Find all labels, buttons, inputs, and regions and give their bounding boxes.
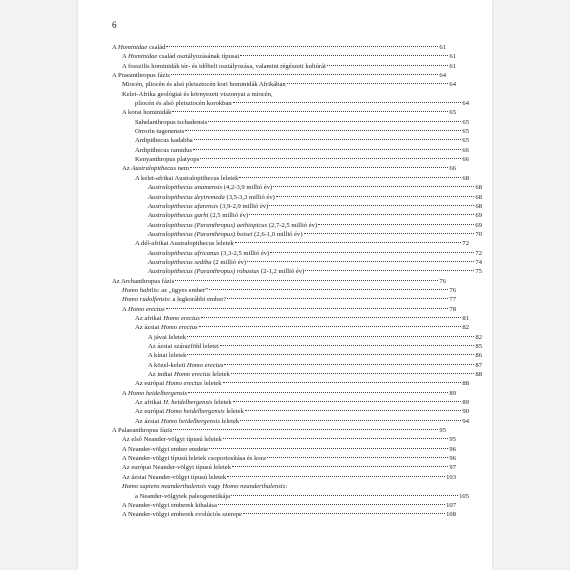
toc-entry-title-part: (2 millió év) — [211, 258, 247, 266]
toc-entry-title-part: A közel-keleti — [148, 361, 187, 369]
toc-entry-title-part: Kelet-Afrika geológiai és környezeti viszonyai a miocén, — [122, 90, 273, 98]
toc-entry-title-part: leletek — [212, 399, 232, 407]
toc-entry-title-part: A kínai leletek — [148, 352, 187, 360]
toc-entry-page-number: 96 — [449, 445, 456, 453]
toc-entry-title-part: leletek — [202, 380, 222, 388]
toc-leader-dots — [208, 121, 461, 122]
toc-entry-title-part: Australopithecus deyiremeda — [148, 193, 225, 201]
toc-leader-dots — [249, 214, 474, 215]
toc-leader-dots — [190, 167, 448, 168]
toc-entry-title — [122, 510, 242, 519]
toc-leader-dots — [201, 317, 462, 318]
toc-entry-title-part: leletek — [219, 417, 240, 425]
toc-entry-title-part: Az ázsiai szárazföld leletei — [148, 343, 219, 350]
toc-entry-title-part: Homo heidelbergensis — [161, 417, 220, 425]
toc-entry-title-part: Sahelanthropus tschadensis — [135, 118, 208, 126]
toc-entry-title — [148, 342, 219, 351]
toc-entry-title — [148, 202, 268, 211]
toc-leader-dots — [227, 298, 448, 299]
toc-entry-title-part: Australopithecus (Paranthropus) robustus — [148, 268, 260, 276]
toc-entry-title-part: Homo erectus — [165, 380, 203, 388]
toc-entry-title — [135, 118, 207, 127]
toc-leader-dots — [175, 280, 438, 281]
toc-entry-page-number: 103 — [446, 473, 456, 481]
toc-entry-title-part: Homo habilis — [122, 286, 158, 294]
toc-leader-dots — [166, 46, 438, 47]
toc-entry-title-part: Homo erectus — [163, 314, 200, 322]
toc-leader-dots — [218, 504, 445, 505]
toc-leader-dots — [233, 102, 462, 103]
toc-leader-dots — [220, 345, 475, 346]
toc-entry — [112, 445, 456, 454]
toc-leader-dots — [247, 261, 474, 262]
toc-leader-dots — [187, 354, 474, 355]
toc-entry-page-number: 65 — [449, 109, 456, 117]
toc-entry — [112, 492, 469, 501]
toc-entry-title-part: pliocén és alsó pleisztocén korokban — [135, 100, 232, 108]
toc-entry-title — [135, 146, 192, 155]
toc-entry-title — [148, 370, 230, 379]
toc-entry-page-number: 82 — [475, 333, 482, 341]
toc-entry-title-part: A — [122, 305, 129, 313]
toc-entry-title — [122, 445, 208, 454]
toc-entry — [112, 71, 446, 80]
toc-entry-title-part: A jávai leletek — [148, 333, 187, 341]
toc-leader-dots — [223, 438, 449, 439]
toc-entry-title — [135, 417, 239, 426]
toc-entry-title-part: család osztályozásának típusai — [157, 53, 240, 61]
toc-entry-title — [135, 174, 238, 183]
toc-entry-title — [148, 333, 186, 342]
toc-entry-title-part: A dél-afrikai Australopithecus leletek — [135, 240, 234, 248]
toc-leader-dots — [166, 308, 449, 309]
toc-leader-dots — [188, 392, 448, 393]
toc-entry — [112, 52, 456, 61]
toc-entry-title — [135, 99, 232, 108]
toc-leader-dots — [231, 373, 475, 374]
toc-entry-title — [122, 501, 217, 510]
toc-entry-title-part: Australopithecus (Paranthropus) aethiopicus — [148, 221, 268, 229]
toc-leader-dots — [273, 186, 474, 187]
toc-leader-dots — [240, 420, 461, 421]
toc-entry-title-part: Az ázsiai Neander-völgyi típusú leletek — [122, 473, 227, 481]
toc-entry-title — [122, 52, 239, 61]
toc-entry-title — [135, 239, 234, 248]
toc-leader-dots — [173, 429, 438, 430]
toc-entry-page-number: 85 — [475, 343, 482, 350]
toc-entry-title-part: Australopithecus — [131, 165, 177, 173]
toc-entry — [112, 314, 469, 323]
toc-entry — [112, 249, 482, 258]
toc-entry-page-number: 78 — [449, 305, 456, 313]
toc-entry-page-number: 64 — [449, 81, 456, 89]
toc-entry-title-part: leletek — [224, 408, 244, 416]
toc-entry-title-part: (3,3-2,5 millió év) — [219, 249, 270, 257]
toc-leader-dots — [239, 177, 461, 178]
toc-entry-page-number: 64 — [439, 72, 446, 80]
toc-entry-title-part: Hominidae — [128, 53, 158, 61]
toc-entry-title-part: A Neander-völgyi emberek kihalása — [122, 501, 217, 509]
toc-entry-title — [122, 463, 231, 472]
toc-leader-dots — [187, 336, 474, 337]
toc-leader-dots — [267, 457, 449, 458]
toc-entry-title — [112, 71, 170, 80]
toc-entry-page-number: 72 — [475, 249, 482, 257]
toc-entry-title-part: A — [122, 53, 129, 61]
toc-entry-title — [135, 398, 232, 407]
toc-leader-dots — [305, 270, 474, 271]
toc-entry-page-number: 64 — [462, 100, 469, 108]
toc-entry-title-part: a Neander-völgyiek paleogenetikája — [135, 492, 231, 500]
toc-entry — [112, 277, 446, 286]
toc-entry-title-part: Az indiai — [148, 371, 175, 379]
toc-entry-title — [122, 286, 208, 295]
toc-leader-dots — [269, 205, 474, 206]
toc-entry-page-number: 75 — [475, 268, 482, 276]
toc-entry-title — [148, 211, 248, 220]
toc-entry-page-number: 87 — [475, 361, 482, 369]
toc-entry-title-part: Australopithecus anamensis — [148, 184, 223, 192]
toc-entry — [112, 258, 482, 267]
toc-entry-title-part: A Neander-völgyi típusú leletek csoportosítása és kora — [122, 455, 266, 463]
toc-entry-title — [135, 136, 193, 145]
toc-entry-title-part: (2-1,2 millió év) — [259, 268, 305, 276]
toc-entry-title-part: Australopithecus sediba — [148, 258, 212, 266]
toc-entry-title-part: Homo sapiens neanderthalensis — [122, 483, 207, 491]
toc-entry-page-number: 68 — [475, 184, 482, 192]
toc-entry-title-part: Az — [122, 165, 132, 173]
toc-leader-dots — [270, 252, 474, 253]
toc-entry — [112, 454, 456, 463]
toc-entry-page-number: 107 — [446, 501, 456, 509]
toc-entry — [112, 286, 456, 295]
page-number: 6 — [112, 20, 117, 30]
toc-leader-dots — [227, 476, 445, 477]
toc-entry-title — [148, 361, 223, 370]
toc-entry — [112, 305, 456, 314]
toc-entry-title-part: Hominidae — [118, 44, 148, 51]
toc-entry-page-number: 76 — [439, 277, 446, 285]
toc-entry-title-part: Az afrikai — [135, 399, 164, 407]
toc-entry-title-part: A — [112, 44, 119, 51]
toc-entry-title-part: leletek — [210, 371, 230, 379]
toc-entry-title-part: Kenyanthropus platyops — [135, 156, 200, 164]
toc-entry-title — [112, 43, 165, 52]
toc-entry-page-number: 105 — [459, 492, 469, 500]
toc-entry-page-number: 82 — [462, 324, 469, 332]
toc-entry-title-part: Australopithecus afarensis — [148, 202, 219, 210]
toc-entry-page-number: 95 — [439, 427, 446, 435]
table-of-contents — [112, 43, 482, 520]
toc-entry-title — [135, 492, 230, 501]
toc-entry-title — [135, 323, 198, 332]
toc-entry-title — [135, 407, 244, 416]
toc-entry — [112, 62, 456, 71]
toc-entry-title-part: (2,7-2,5 millió év) — [267, 221, 318, 229]
toc-entry — [112, 361, 482, 370]
toc-entry — [112, 417, 469, 426]
toc-entry-title-part: Az afrikai — [135, 314, 164, 322]
toc-entry — [112, 463, 456, 472]
toc-entry-page-number: 69 — [475, 221, 482, 229]
toc-leader-dots — [171, 74, 439, 75]
toc-leader-dots — [304, 233, 475, 234]
toc-leader-dots — [172, 111, 448, 112]
toc-entry-title-part: A Praeanthropus fázis — [112, 72, 170, 80]
toc-entry-title-part: vagy — [206, 483, 223, 491]
toc-entry — [112, 398, 469, 407]
toc-entry-page-number: 61 — [449, 62, 456, 70]
toc-entry-title-part: Homo erectus — [128, 305, 165, 313]
toc-entry-title-part: A korai hominidák — [122, 109, 172, 117]
toc-entry-page-number: 76 — [449, 286, 456, 294]
toc-entry — [112, 108, 456, 117]
toc-entry-title — [122, 164, 189, 173]
toc-entry-title — [122, 389, 187, 398]
toc-leader-dots — [194, 139, 462, 140]
toc-entry-title — [112, 426, 172, 435]
toc-entry-page-number: 61 — [449, 53, 456, 61]
toc-entry-page-number: 68 — [462, 174, 469, 182]
toc-leader-dots — [209, 448, 448, 449]
toc-leader-dots — [240, 55, 448, 56]
toc-entry-title-part: : a legkorábbi ember? — [169, 296, 227, 304]
toc-entry-title-part: Az európai — [135, 380, 166, 388]
toc-leader-dots — [223, 382, 462, 383]
toc-entry-title — [148, 249, 269, 258]
toc-entry-page-number: 65 — [462, 118, 469, 126]
toc-entry-page-number: 69 — [475, 212, 482, 220]
toc-entry-title-part: nem — [176, 165, 190, 173]
toc-entry-title-part: H. heidelbergensis — [163, 399, 213, 407]
toc-entry-page-number: 66 — [462, 146, 469, 154]
toc-entry — [112, 379, 469, 388]
toc-entry-page-number: 68 — [475, 193, 482, 201]
toc-entry-title-part: : — [285, 483, 288, 491]
toc-entry-title — [148, 193, 275, 202]
toc-entry-title-part: Miocén, pliocén és alsó pleisztocén kori hominidák Afrikában — [122, 81, 286, 89]
toc-entry — [112, 230, 482, 239]
toc-leader-dots — [245, 410, 462, 411]
toc-entry — [112, 342, 482, 351]
toc-entry — [112, 43, 446, 52]
toc-entry — [112, 211, 482, 220]
toc-entry-title — [122, 435, 222, 444]
toc-leader-dots — [199, 326, 462, 327]
toc-leader-dots — [233, 401, 462, 402]
toc-entry-title-part: Homo heidelbergensis — [165, 408, 225, 416]
toc-entry — [112, 501, 456, 510]
toc-entry — [112, 323, 469, 332]
toc-entry-page-number: 65 — [462, 137, 469, 145]
toc-entry-title-part: Australopithecus (Paranthropus) boisei — [148, 230, 253, 238]
toc-entry-title-part: család — [147, 44, 166, 51]
toc-entry-page-number: 89 — [449, 389, 456, 397]
toc-entry — [112, 136, 469, 145]
toc-entry-page-number: 88 — [462, 380, 469, 388]
toc-entry-title — [122, 108, 171, 117]
toc-entry-title-part: A Neander-völgyi emberek evolúciós szerepe — [122, 511, 242, 519]
toc-entry — [112, 221, 482, 230]
toc-entry — [112, 435, 456, 444]
toc-entry-page-number: 94 — [462, 417, 469, 425]
toc-entry-title-part: A kelet-afrikai Australopithecus leletek — [135, 174, 239, 182]
toc-entry-page-number: 70 — [475, 230, 482, 238]
toc-entry-title — [148, 258, 246, 267]
toc-entry-title — [135, 314, 200, 323]
toc-leader-dots — [276, 196, 475, 197]
toc-entry-title-part: (2,5 millió év) — [208, 212, 249, 220]
toc-entry — [112, 482, 446, 491]
toc-entry — [112, 295, 456, 304]
toc-entry-page-number: 88 — [475, 371, 482, 379]
toc-entry-title-part: Homo erectus — [174, 371, 211, 379]
toc-leader-dots — [232, 466, 448, 467]
toc-entry-title-part: Ardipithecus kadabba — [135, 137, 193, 145]
toc-entry-title — [148, 267, 304, 276]
toc-entry — [112, 389, 456, 398]
toc-leader-dots — [318, 224, 474, 225]
toc-entry-title — [122, 482, 287, 491]
toc-leader-dots — [200, 158, 461, 159]
toc-entry-title-part: A fosszilis hominidák tér- és időbeli osztályozása, valamint régészeti kultúrái — [122, 62, 326, 70]
toc-entry-page-number: 81 — [462, 314, 469, 322]
toc-entry-page-number: 90 — [462, 408, 469, 416]
toc-entry-title-part: Az európai Neander-völgyi típusú leletek — [122, 464, 231, 472]
toc-entry-title-part: Ardipithecus ramidus — [135, 146, 192, 154]
toc-entry — [112, 90, 446, 99]
toc-entry-title — [122, 295, 226, 304]
toc-entry-title-part: A Palaeanthropus fázis — [112, 427, 173, 435]
toc-entry-title-part: Homo rudolfensis — [122, 296, 170, 304]
toc-entry — [112, 164, 456, 173]
toc-leader-dots — [287, 83, 449, 84]
toc-entry-title — [135, 155, 199, 164]
toc-entry — [112, 118, 469, 127]
toc-leader-dots — [224, 364, 474, 365]
toc-entry-title — [122, 454, 266, 463]
toc-entry — [112, 333, 482, 342]
toc-entry-title — [112, 277, 174, 286]
toc-entry — [112, 183, 482, 192]
toc-entry-title-part: A — [122, 389, 129, 397]
toc-entry-title-part: Homo erectus — [186, 361, 224, 369]
toc-entry — [112, 510, 456, 519]
toc-entry-page-number: 97 — [449, 464, 456, 472]
toc-entry-title — [122, 473, 226, 482]
toc-entry — [112, 174, 469, 183]
toc-entry — [112, 155, 469, 164]
toc-entry-page-number: 68 — [475, 202, 482, 210]
toc-entry-page-number: 108 — [446, 511, 456, 519]
toc-entry-title-part: Australopithecus africanus — [148, 249, 220, 257]
toc-leader-dots — [231, 495, 458, 496]
toc-entry-page-number: 66 — [462, 156, 469, 164]
toc-leader-dots — [185, 130, 461, 131]
toc-entry-title-part: Australopithecus garhi — [148, 212, 209, 220]
toc-entry-title — [122, 62, 326, 71]
toc-entry-title-part: Orrorin tugenensis — [135, 128, 185, 136]
toc-entry — [112, 80, 456, 89]
toc-entry-title-part: Homo heidelbergensis — [128, 389, 187, 397]
toc-entry-title-part: Az európai — [135, 408, 166, 416]
toc-entry-title-part: Az ázsiai — [135, 417, 161, 425]
toc-entry — [112, 146, 469, 155]
toc-entry-title — [148, 221, 317, 230]
toc-entry-page-number: 74 — [475, 258, 482, 266]
toc-entry-title-part: (2,6-1,0 millió év) — [252, 230, 303, 238]
toc-entry-title — [148, 230, 303, 239]
toc-entry-title-part: (3,9-2,9 millió év) — [218, 202, 269, 210]
toc-entry — [112, 99, 469, 108]
toc-entry-title — [135, 127, 184, 136]
toc-entry-title-part: Az ázsiai — [135, 324, 161, 332]
toc-entry-title-part: Homo erectus — [161, 324, 198, 332]
toc-entry-title — [148, 351, 186, 360]
toc-entry-page-number: 72 — [462, 240, 469, 248]
toc-entry-title-part: : az „ügyes ember” — [157, 286, 209, 294]
toc-entry-title — [122, 80, 286, 89]
toc-entry-title-part: A Neander-völgyi ember eredete — [122, 445, 209, 453]
toc-entry-title — [122, 305, 165, 314]
toc-entry-title-part: Az első Neander-völgyi típusú leletek — [122, 436, 222, 444]
toc-entry — [112, 239, 469, 248]
toc-entry — [112, 267, 482, 276]
toc-entry-title-part: (3,5-3,3 millió év) — [224, 193, 275, 201]
toc-entry-page-number: 61 — [439, 44, 446, 51]
toc-entry-page-number: 86 — [475, 352, 482, 360]
toc-leader-dots — [235, 242, 462, 243]
toc-entry-title — [135, 379, 222, 388]
toc-entry — [112, 370, 482, 379]
toc-entry — [112, 127, 469, 136]
toc-entry — [112, 351, 482, 360]
toc-entry-title — [122, 90, 273, 99]
toc-entry-page-number: 65 — [462, 128, 469, 136]
toc-leader-dots — [209, 289, 448, 290]
toc-leader-dots — [193, 149, 461, 150]
toc-entry — [112, 202, 482, 211]
toc-entry-title-part: Homo neanderthalensis — [222, 483, 286, 491]
toc-entry-page-number: 66 — [449, 165, 456, 173]
toc-entry — [112, 473, 456, 482]
toc-leader-dots — [243, 513, 445, 514]
toc-entry-title-part: Az Archanthropus fázis — [112, 277, 175, 285]
toc-entry — [112, 426, 446, 435]
toc-entry — [112, 407, 469, 416]
toc-entry — [112, 193, 482, 202]
toc-entry-page-number: 96 — [449, 455, 456, 463]
toc-entry-page-number: 89 — [462, 399, 469, 407]
toc-entry-page-number: 77 — [449, 296, 456, 304]
toc-leader-dots — [327, 65, 449, 66]
toc-entry-title-part: (4,2-3,9 millió év) — [222, 184, 273, 192]
toc-entry-title — [148, 183, 272, 192]
toc-entry-page-number: 95 — [449, 436, 456, 444]
